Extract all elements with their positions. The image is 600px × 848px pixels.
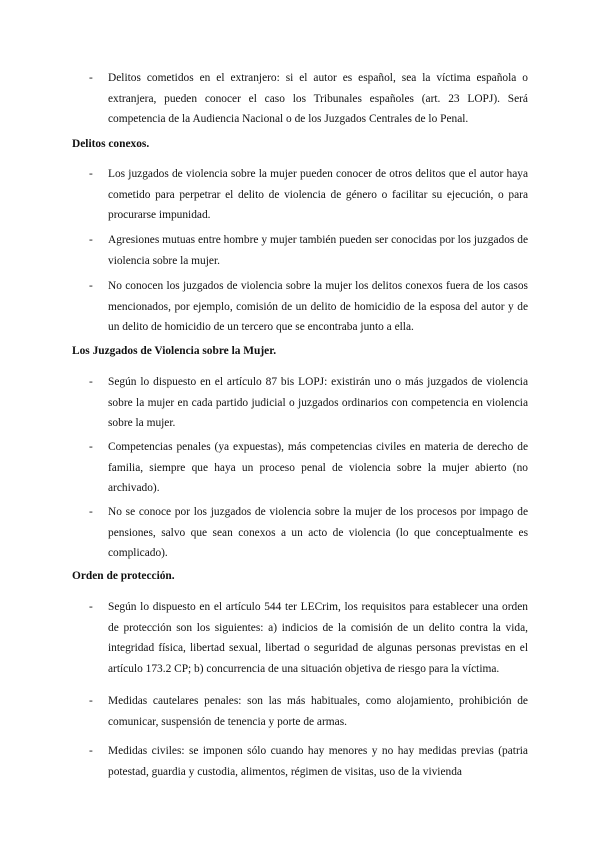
bullet-dash: -	[89, 280, 93, 292]
list-item-text: Medidas cautelares penales: son las más habituales, como alojamiento, prohibición de comunicar, suspensión de tenencia y porte de armas.	[108, 695, 528, 728]
bullet-dash: -	[89, 72, 93, 84]
section-heading-orden-proteccion: Orden de protección.	[72, 570, 175, 582]
list-item-text: Según lo dispuesto en el artículo 87 bis LOPJ: existirán uno o más juzgados de violencia sobre la mujer en cada partido judicial o juzgados ordinarios con competencia en violencia sobre la mujer.	[108, 376, 528, 429]
list-item-text: No conocen los juzgados de violencia sobre la mujer los delitos conexos fuera de los casos mencionados, por ejemplo, comisión de un delito de homicidio de la esposa del autor y de un delito de homicidio de un tercero que se encontraba junto a ella.	[108, 280, 528, 333]
bullet-dash: -	[89, 168, 93, 180]
list-item-text: Competencias penales (ya expuestas), más competencias civiles en materia de derecho de familia, siempre que haya un proceso penal de violencia sobre la mujer abierto (no archivado).	[108, 441, 528, 494]
bullet-dash: -	[89, 234, 93, 246]
bullet-dash: -	[89, 601, 93, 613]
list-item-text: Agresiones mutuas entre hombre y mujer también pueden ser conocidas por los juzgados de violencia sobre la mujer.	[108, 234, 528, 267]
list-item-text: Medidas civiles: se imponen sólo cuando hay menores y no hay medidas previas (patria potestad, guardia y custodia, alimentos, régimen de visitas, uso de la vivienda	[108, 745, 528, 778]
section-heading-delitos-conexos: Delitos conexos.	[72, 138, 150, 150]
section-heading-juzgados: Los Juzgados de Violencia sobre la Mujer.	[72, 345, 277, 357]
bullet-dash: -	[89, 506, 93, 518]
bullet-dash: -	[89, 441, 93, 453]
bullet-dash: -	[89, 376, 93, 388]
list-item-text: No se conoce por los juzgados de violencia sobre la mujer de los procesos por impago de pensiones, salvo que sean conexos a un acto de violencia (lo que conceptualmente es complicado).	[108, 506, 528, 559]
bullet-dash: -	[89, 745, 93, 757]
bullet-dash: -	[89, 695, 93, 707]
list-item-text: Según lo dispuesto en el artículo 544 ter LECrim, los requisitos para establecer una orden de protección son los siguientes: a) indicios de la comisión de un delito contra la vida, integridad física, libertad sexual, libertad o seguridad de algunas personas previstas en el artículo 173.2 CP; b) concurrencia de una situación objetiva de riesgo para la víctima.	[108, 601, 528, 675]
list-item-text: Los juzgados de violencia sobre la mujer pueden conocer de otros delitos que el autor haya cometido para perpetrar el delito de violencia de género o facilitar su ejecución, o para procurarse impunidad.	[108, 168, 528, 221]
list-item-text: Delitos cometidos en el extranjero: si el autor es español, sea la víctima española o extranjera, pueden conocer el caso los Tribunales españoles (art. 23 LOPJ). Será competencia de la Audiencia Nacional o de los Juzgados Centrales de lo Penal.	[108, 72, 528, 125]
